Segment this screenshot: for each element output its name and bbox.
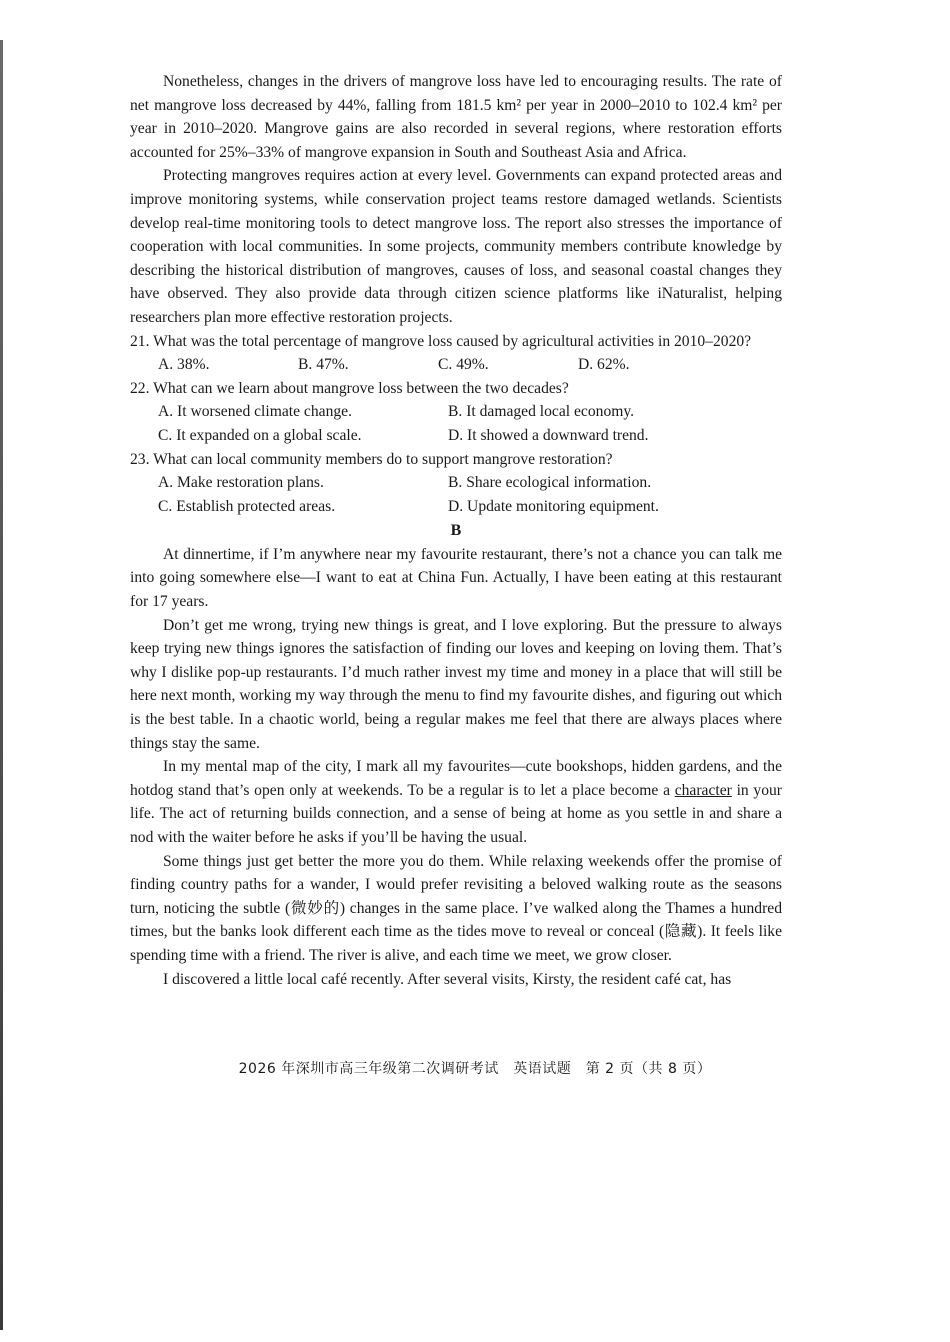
option-b: B. Share ecological information. (448, 474, 652, 492)
section-heading-b: B (450, 522, 462, 540)
passage-b-paragraph-1: At dinnertime, if I’m anywhere near my favourite restaurant, there’s not a chance you can talk me into going somewhere else—I want to eat at China Fun. Actually, I have been eating at this restaurant for 17 years. (130, 545, 782, 611)
option-d: D. It showed a downward trend. (448, 426, 649, 444)
option-a: A. 38%. (158, 356, 210, 374)
question-22 (130, 377, 782, 448)
passage-b-paragraph-4: Some things just get better the more you do them. While relaxing weekends offer the promise of finding country paths for a wander, I would prefer revisiting a beloved walking route as the seasons turn, noticing the subtle (微妙的) changes in the same place. I’ve walked along the Thames a hundred times, but the banks look different each time as the tides move to reveal or conceal (隐藏). It feels like spending time with a friend. The river is alive, and each time we meet, we grow closer. (130, 852, 782, 964)
option-a: A. Make restoration plans. (158, 474, 324, 492)
paragraph-text: In my mental map of the city, I mark all my favourites—cute bookshops, hidden gardens, and the hotdog stand that’s open only at weekends. To be a regular is to let a place become a (130, 758, 782, 799)
option-a: A. It worsened climate change. (158, 403, 352, 421)
question-options-row-1 (130, 471, 782, 495)
option-b: B. 47%. (298, 356, 349, 374)
question-options (130, 353, 782, 377)
page-footer: 2026 年深圳市高三年级第二次调研考试 英语试题 第 2 页（共 8 页） (238, 1061, 712, 1077)
question-stem: 21. What was the total percentage of mangrove loss caused by agricultural activities in 2010–2020? (130, 332, 752, 350)
option-c: C. It expanded on a global scale. (158, 426, 362, 444)
question-options-row-2 (130, 424, 782, 448)
scan-edge (0, 40, 3, 1330)
document-body (130, 70, 782, 991)
question-options-row-1 (130, 400, 782, 424)
passage-b-paragraph-3 (130, 755, 782, 849)
passage-a-paragraph-2: Protecting mangroves requires action at every level. Governments can expand protected areas and improve monitoring systems, while conservation project teams restore damaged wetlands. Scientists develop real-time monitoring tools to detect mangrove loss. The report also stresses the importance of cooperation with local communities. In some projects, community members contribute knowledge by describing the historical distribution of mangroves, causes of loss, and seasonal coastal changes they have observed. They also provide data through citizen science platforms like iNaturalist, helping researchers plan more effective restoration projects. (130, 167, 782, 326)
option-c: C. 49%. (438, 356, 489, 374)
paragraph-text: in your life. The act of returning builds connection, and a sense of being at home as you settle in and share a nod with the waiter before he asks if you’ll be having the usual. (130, 781, 782, 846)
question-23 (130, 448, 782, 519)
option-c: C. Establish protected areas. (158, 497, 336, 515)
passage-b-paragraph-2: Don’t get me wrong, trying new things is great, and I love exploring. But the pressure to always keep trying new things ignores the satisfaction of finding our loves and keeping on loving them. That’s why I dislike pop-up restaurants. I’d much rather invest my time and money in a place that will still be here next month, working my way through the menu to find my favourite dishes, and figuring out which is the best table. In a chaotic world, being a regular makes me feel that there are always places where things stay the same. (130, 616, 782, 752)
passage-a-paragraph-1: Nonetheless, changes in the drivers of mangrove loss have led to encouraging results. The rate of net mangrove loss decreased by 44%, falling from 181.5 km² per year in 2000–2010 to 102.4 km² per year in 2010–2020. Mangrove gains are also recorded in several regions, where restoration efforts accounted for 25%–33% of mangrove expansion in South and Southeast Asia and Africa. (130, 73, 782, 161)
option-d: D. 62%. (578, 356, 630, 374)
question-stem: 23. What can local community members do to support mangrove restoration? (130, 450, 613, 468)
question-21 (130, 330, 782, 377)
underlined-word: character (674, 781, 732, 799)
question-options-row-2 (130, 495, 782, 519)
question-stem: 22. What can we learn about mangrove loss between the two decades? (130, 379, 569, 397)
option-b: B. It damaged local economy. (448, 403, 635, 421)
option-d: D. Update monitoring equipment. (448, 497, 659, 515)
passage-b-paragraph-5: I discovered a little local café recently. After several visits, Kirsty, the resident café cat, has (163, 970, 732, 988)
